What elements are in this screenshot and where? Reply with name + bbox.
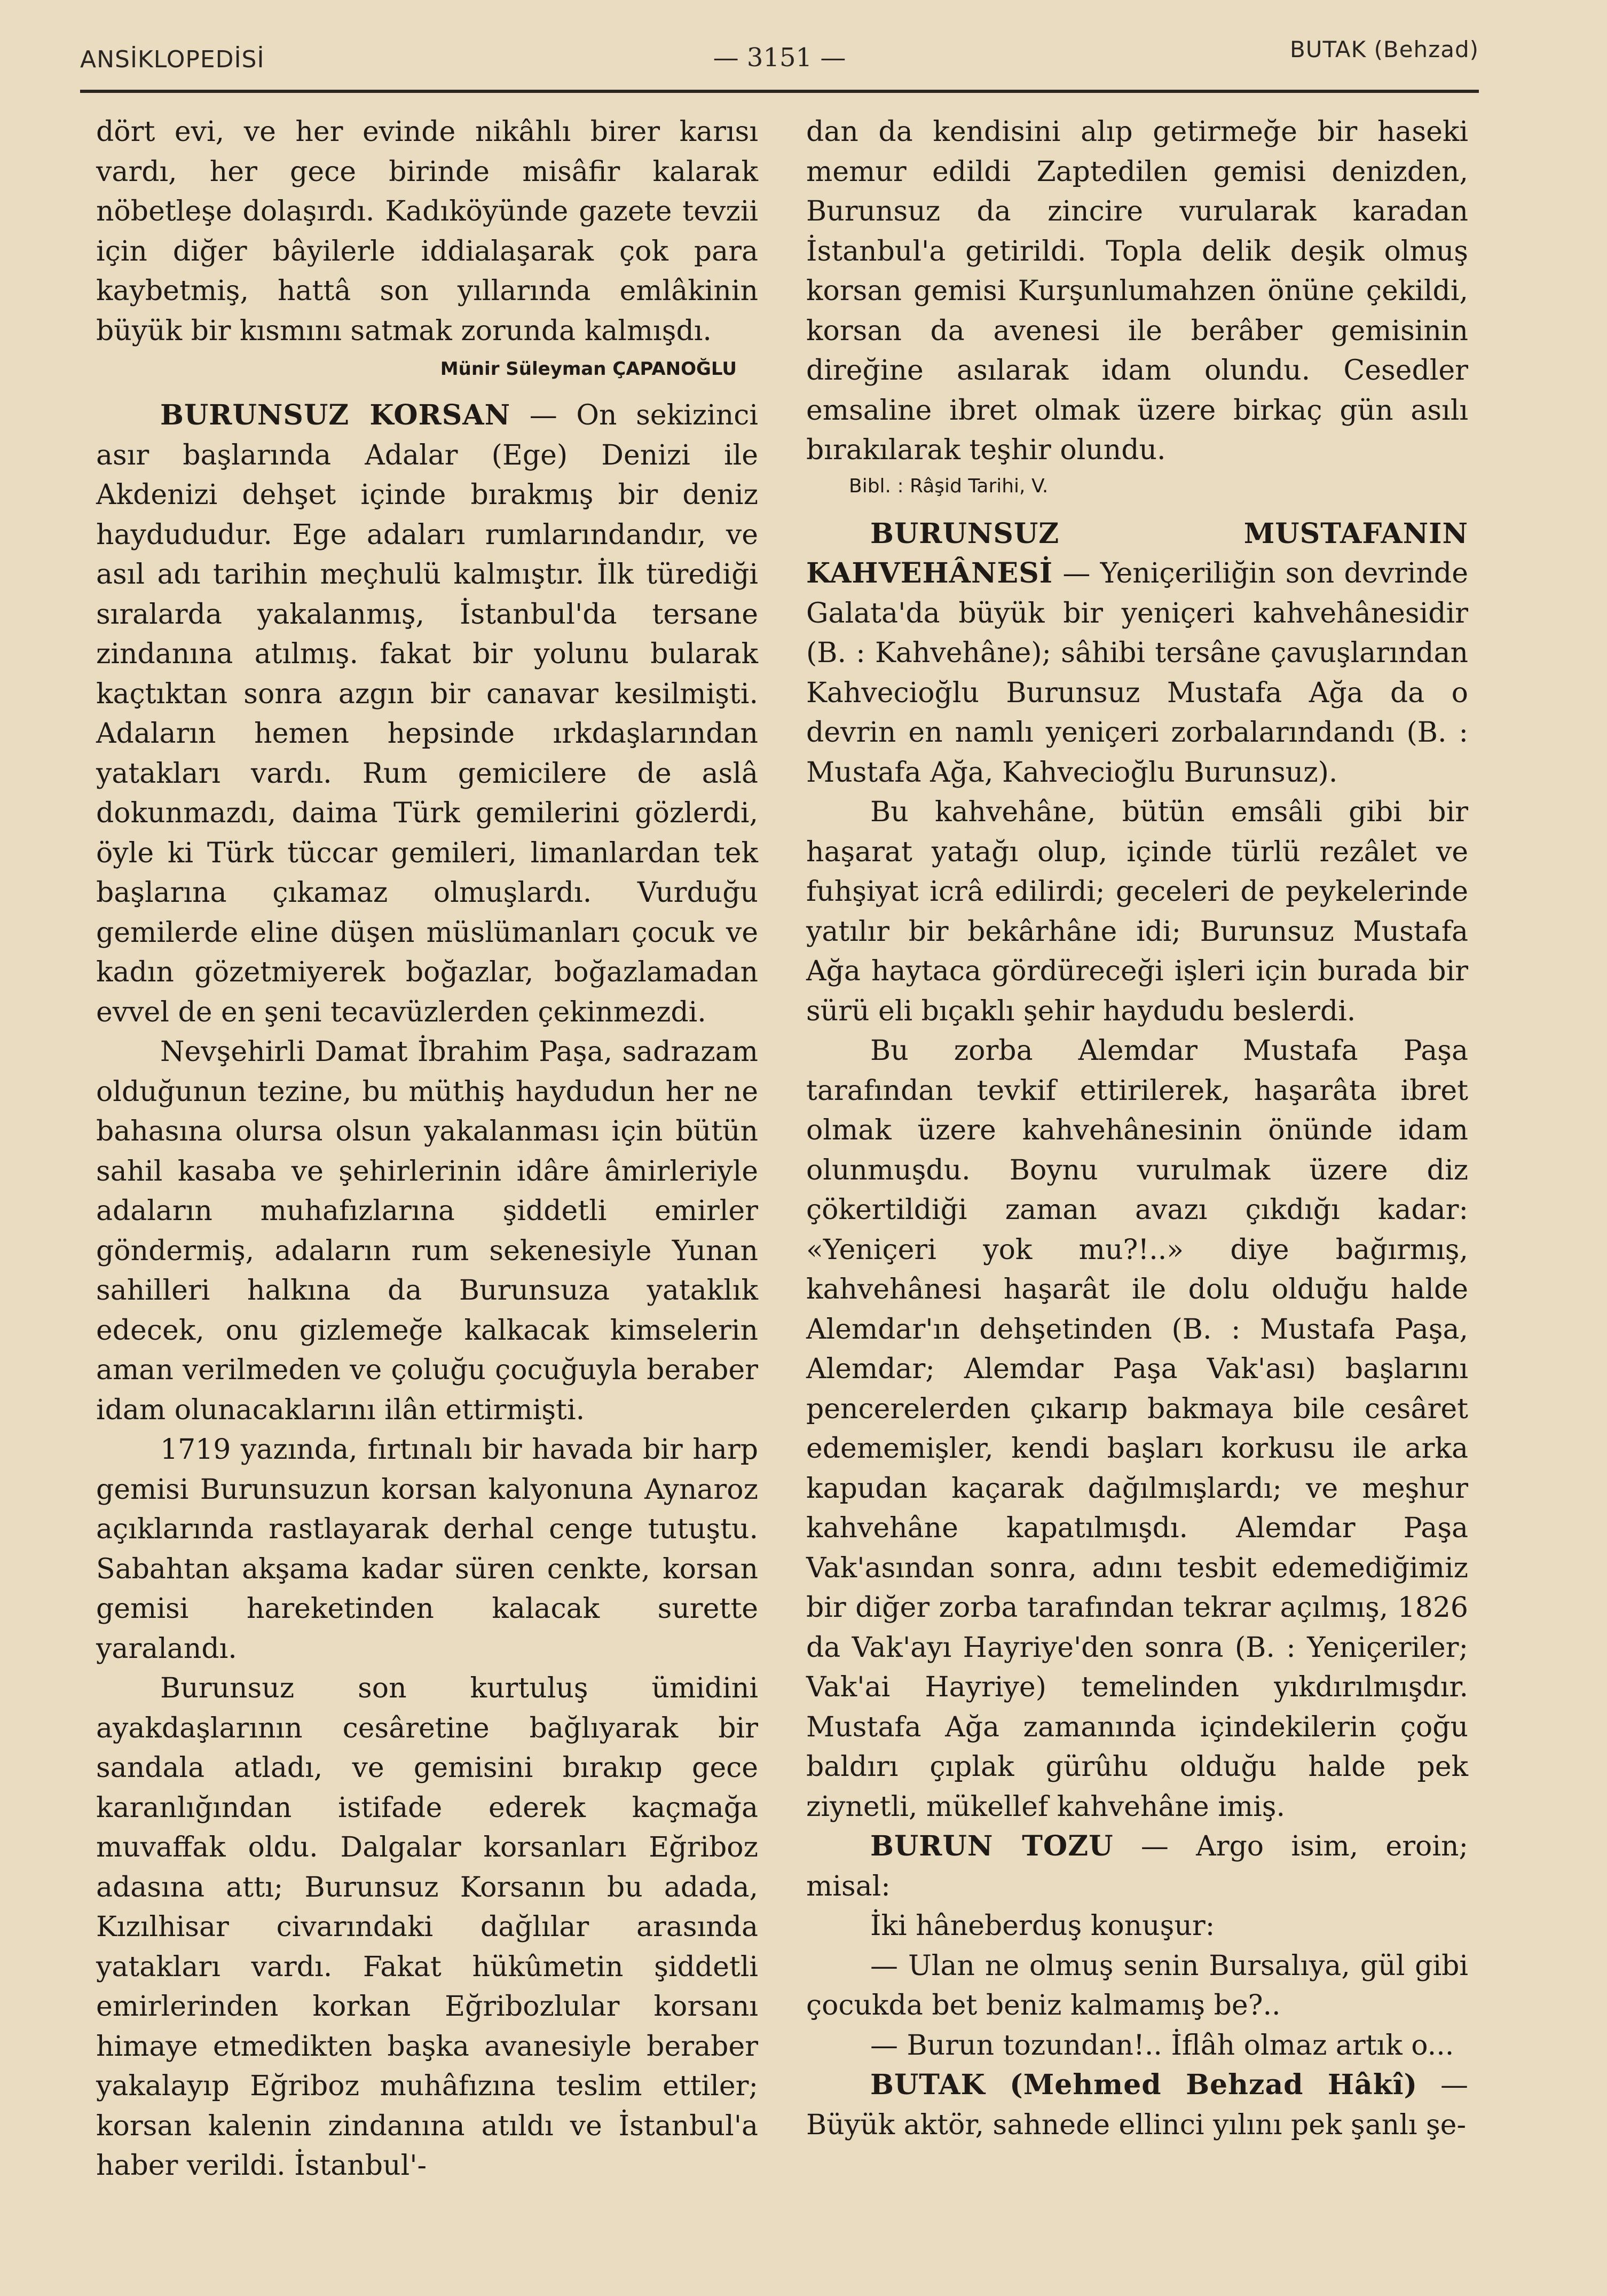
entry-butak [806,2065,1468,2145]
entry-text: — Yeniçeriliğin son devrinde Galata'da büyük bir yeniçeri kahvehânesidir (B. : Kahvehâne); sâhibi tersâne çavuşlarından Kahvecioğlu Burunsuz Mustafa Ağa da o devrin en namlı yeniçeri zorbalarındandı (B. : Mustafa Ağa, Kahvecioğlu Burunsuz). [806,557,1468,789]
right-column [806,112,1468,2221]
bibliography: Bibl. : Râşid Tarihi, V. [849,475,1049,497]
entry-title: BURUNSUZ MUSTAFANIN KAHVEHÂNESİ [806,517,1468,589]
header-rule [80,90,1479,93]
dialogue-line: — Ulan ne olmuş senin Bursalıya, gül gibi çocukda bet beniz kalmamış be?.. [806,1949,1468,2022]
entry-title: BUTAK (Mehmed Behzad Hâkî) [870,2069,1418,2101]
paragraph: dört evi, ve her evinde nikâhlı birer karısı vardı, her gece birinde misâfir kalarak nöbetleşe dolaşırdı. Kadıköyünde gazete tevzii için diğer bâyilerle iddialaşarak çok para kaybetmiş, hattâ son yıllarında emlâkinin büyük bir kısmını satmak zorunda kalmışdı. [96,116,758,347]
paragraph: 1719 yazında, fırtınalı bir havada bir harp gemisi Burunsuzun korsan kalyonuna Aynaroz açıklarında rastlayarak derhal cenge tutuştu. Sabahtan akşama kadar süren cenkte, korsan gemisi hareketinden kalacak surette yaralandı. [96,1434,758,1665]
entry-title: BURUNSUZ KORSAN [160,399,511,431]
entry-title: BURUN TOZU [870,1830,1114,1862]
paragraph: Burunsuz son kurtuluş ümidini ayakdaşlarının cesâretine bağlıyarak bir sandala atladı, ve gemisini bırakıp gece karanlığından istifade ederek kaçmağa muvaffak oldu. Dalgalar korsanları Eğriboz adasına attı; Burunsuz Korsanın bu adada, Kızılhisar civarındaki dağlılar arasında yatakları vardı. Fakat hükûmetin şiddetli emirlerinden korkan Eğribozlular korsanı himaye etmedikten başka avanesiyle beraber yakalayıp Eğriboz muhâfızına teslim ettiler; korsan kalenin zindanına atıldı ve İstanbul'a haber verildi. İstanbul'- [96,1672,758,2182]
entry-text: — Büyük aktör, sahnede ellinci yılını pek şanlı şe- [806,2069,1468,2141]
running-header [80,36,1479,74]
paragraph: Bu zorba Alemdar Mustafa Paşa tarafından tevkif ettirilerek, haşarâta ibret olmak üzere kahvehânesinin önünde idam olunmuşdu. Boynu vurulmak üzere diz çökertildiği zaman avazı çıkdığı kadar: «Yeniçeri yok mu?!..» diye bağırmış, kahvehânesi haşarât ile dolu olduğu halde Alemdar'ın dehşetinden (B. : Mustafa Paşa, Alemdar; Alemdar Paşa Vak'ası) başlarını pencerelerden çıkarıp bakmaya bile cesâret edememişler, kendi başları korkusu ile arka kapudan kaçarak dağılmışlardı; ve meşhur kahvehâne kapatılmışdı. Alemdar Paşa Vak'asından sonra, adını tesbit edemediğimiz bir diğer zorba tarafından tekrar açılmış, 1826 da Vak'ayı Hayriye'den sonra (B. : Yeniçeriler; Vak'ai Hayriye) temelinden yıkdırılmışdır. Mustafa Ağa zamanında içindekilerin çoğu baldırı çıplak gürûhu olduğu halde pek ziynetli, mükellef kahvehâne imiş. [806,1035,1468,1823]
entry-text: — Argo isim, eroin; misal: [806,1830,1469,1902]
entry-burunsuz-korsan [96,396,758,1032]
author-signature: Münir Süleyman ÇAPANOĞLU [440,358,737,380]
paragraph: Nevşehirli Damat İbrahim Paşa, sadrazam olduğunun tezine, bu müthiş haydudun her ne bahasına olursa olsun yakalanması için bütün sahil kasaba ve şehirlerinin idâre âmirleriyle adaların muhafızlarına şiddetli emirler göndermiş, adaların rum sekenesiyle Yunan sahilleri halkına da Burunsuza yataklık edecek, onu gizlemeğe kalkacak kimselerin aman verilmeden ve çoluğu çocuğuyla beraber idam olunacaklarını ilân ettirmişti. [96,1036,758,1426]
dialogue-line: İki hâneberduş konuşur: [870,1910,1215,1942]
paragraph: dan da kendisini alıp getirmeğe bir haseki memur edildi Zaptedilen gemisi denizden, Burunsuz da zincire vurularak karadan İstanbul'a getirildi. Topla delik deşik olmuş korsan gemisi Kurşunlumahzen önüne çekildi, korsan da avenesi ile berâber gemisinin direğine asılarak idam olundu. Cesedler emsaline ibret olmak üzere birkaç gün asılı bırakılarak teşhir olundu. [806,116,1468,466]
page-number: — 3151 — [713,43,846,73]
paragraph: Bu kahvehâne, bütün emsâli gibi bir haşarat yatağı olup, içinde türlü rezâlet ve fuhşiyat icrâ edilirdi; geceleri de peykelerinde yatılır bir bekârhâne idi; Burunsuz Mustafa Ağa haytaca gördüreceği işleri için burada bir sürü eli bıçaklı şehir haydudu beslerdi. [806,796,1468,1027]
entry-burun-tozu [806,1827,1468,1906]
header-right-title: BUTAK (Behzad) [1289,36,1479,62]
dialogue-line: — Burun tozundan!.. İflâh olmaz artık o... [870,2029,1454,2062]
entry-burunsuz-mustafanin-kahvehanesi [806,514,1468,793]
left-column [96,112,758,2221]
header-left-title: ANSİKLOPEDİSİ [80,46,265,73]
entry-text: — On sekizinci asır başlarında Adalar (Ege) Denizi ile Akdenizi dehşet içinde bırakmış bir deniz haydududur. Ege adaları rumlarındandır, ve asıl adı tarihin meçhulü kalmıştır. İlk türediği sıralarda yakalanmış, İstanbul'da tersane zindanına atılmış. fakat bir yolunu bularak kaçtıktan sonra azgın bir canavar kesilmişti. Adaların hemen hepsinde ırkdaşlarından yatakları vardı. Rum gemicilere de aslâ dokunmazdı, daima Türk gemilerini gözlerdi, öyle ki Türk tüccar gemileri, limanlardan tek başlarına çıkamaz olmuşlardı. Vurduğu gemilerde eline düşen müslümanları çocuk ve kadın gözetmiyerek boğazlar, boğazlamadan evvel de en şeni tecavüzlerden çekinmezdi. [96,399,758,1028]
